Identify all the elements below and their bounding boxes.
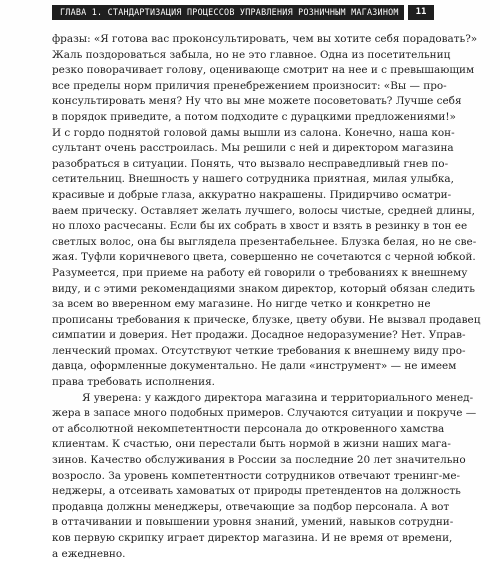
page-number: 11	[408, 5, 434, 20]
text-line: прописаны требования к прическе, блузке, цвету обуви. Не вызвал продавец	[52, 313, 481, 326]
text-line: возросло. За уровень компетентности сотрудников отвечают тренинг-ме-	[52, 469, 461, 482]
text-line: жая. Туфли коричневого цвета, совершенно не сочетаются с черной юбкой.	[52, 251, 476, 264]
paragraph-first-line: Я уверена: у каждого директора магазина и территориального менед-	[82, 391, 474, 404]
text-line: Жаль поздороваться забыла, но не это главное. Одна из посетительниц	[52, 48, 451, 61]
text-line: симпатии и доверия. Нет продажи. Досадное недоразумение? Нет. Управ-	[52, 329, 466, 342]
running-header	[0, 0, 500, 26]
text-line: разобраться в ситуации. Понять, что вызвало несправедливый гнев по-	[52, 157, 449, 170]
text-line: резко поворачивает голову, оценивающе смотрит на нее и с превышающим	[52, 64, 475, 77]
text-line: клиентам. К счастью, они перестали быть нормой в жизни наших мага-	[52, 438, 451, 451]
text-line: светлых волос, она бы выглядела презентабельнее. Блузка белая, но не све-	[52, 235, 477, 248]
text-line: неджеры, а отсеивать хамоватых от природы претендентов на должность	[52, 485, 461, 498]
text-line: виду, и с этими рекомендациями знаком директор, который обязан следить	[52, 282, 475, 295]
running-title: ГЛАВА 1. СТАНДАРТИЗАЦИЯ ПРОЦЕССОВ УПРАВЛЕНИЯ РОЗНИЧНЫМ МАГАЗИНОМ	[52, 5, 404, 20]
body-text	[52, 32, 481, 562]
text-line: но плохо расчесаны. Если бы их собрать в хвост и взять в резинку в тон ее	[52, 220, 468, 233]
text-line: И с гордо поднятой головой дамы вышли из салона. Конечно, наша кон-	[52, 126, 455, 139]
text-line: за всем во вверенном ему магазине. Но нигде четко и конкретно не	[52, 298, 431, 311]
text-line: консультировать меня? Ну что вы мне можете посоветовать? Лучше себя	[52, 95, 462, 108]
text-line: фразы: «Я готова вас проконсультировать, чем вы хотите себя порадовать?»	[52, 33, 478, 45]
text-line: продавца должны менеджеры, отвечающие за подбор персонала. А вот	[52, 500, 450, 513]
text-line: жера в запасе много подобных примеров. Случаются ситуации и покруче —	[52, 407, 477, 420]
text-line: а ежедневно.	[52, 547, 126, 560]
text-line: сетительниц. Внешность у нашего сотрудника приятная, милая улыбка,	[52, 173, 454, 186]
text-line: все пределы норм приличия пренебрежением произносит: «Вы — про-	[52, 79, 447, 92]
text-line: права требовать исполнения.	[52, 376, 215, 389]
text-line: давца, оформленные документально. Не дали «инструмент» — не имеем	[52, 360, 457, 373]
text-line: в порядок приведите, а потом подходите с дурацкими предложениями!»	[52, 110, 456, 123]
text-line: Разумеется, при приеме на работу ей говорили о требованиях к внешнему	[52, 266, 468, 279]
text-line: от абсолютной некомпетентности персонала до откровенного хамства	[52, 422, 445, 435]
text-line: зинов. Качество обслуживания в России за последние 20 лет значительно	[52, 454, 466, 467]
text-line: сультант очень расстроилась. Мы решили с ней и директором магазина	[52, 142, 454, 155]
text-line: ков первую скрипку играет директор магазина. И не время от времени,	[52, 532, 453, 544]
text-line: ленческий промах. Отсутствуют четкие требования к внешнему виду про-	[52, 344, 466, 357]
text-line: в оттачивании и повышении уровня знаний, умений, навыков сотрудни-	[52, 516, 454, 529]
text-line: красивые и добрые глаза, аккуратно накрашены. Придирчиво осматри-	[52, 188, 452, 201]
text-line: ваем прическу. Оставляет желать лучшего, волосы чистые, средней длины,	[52, 204, 475, 217]
header-divider	[405, 5, 407, 20]
